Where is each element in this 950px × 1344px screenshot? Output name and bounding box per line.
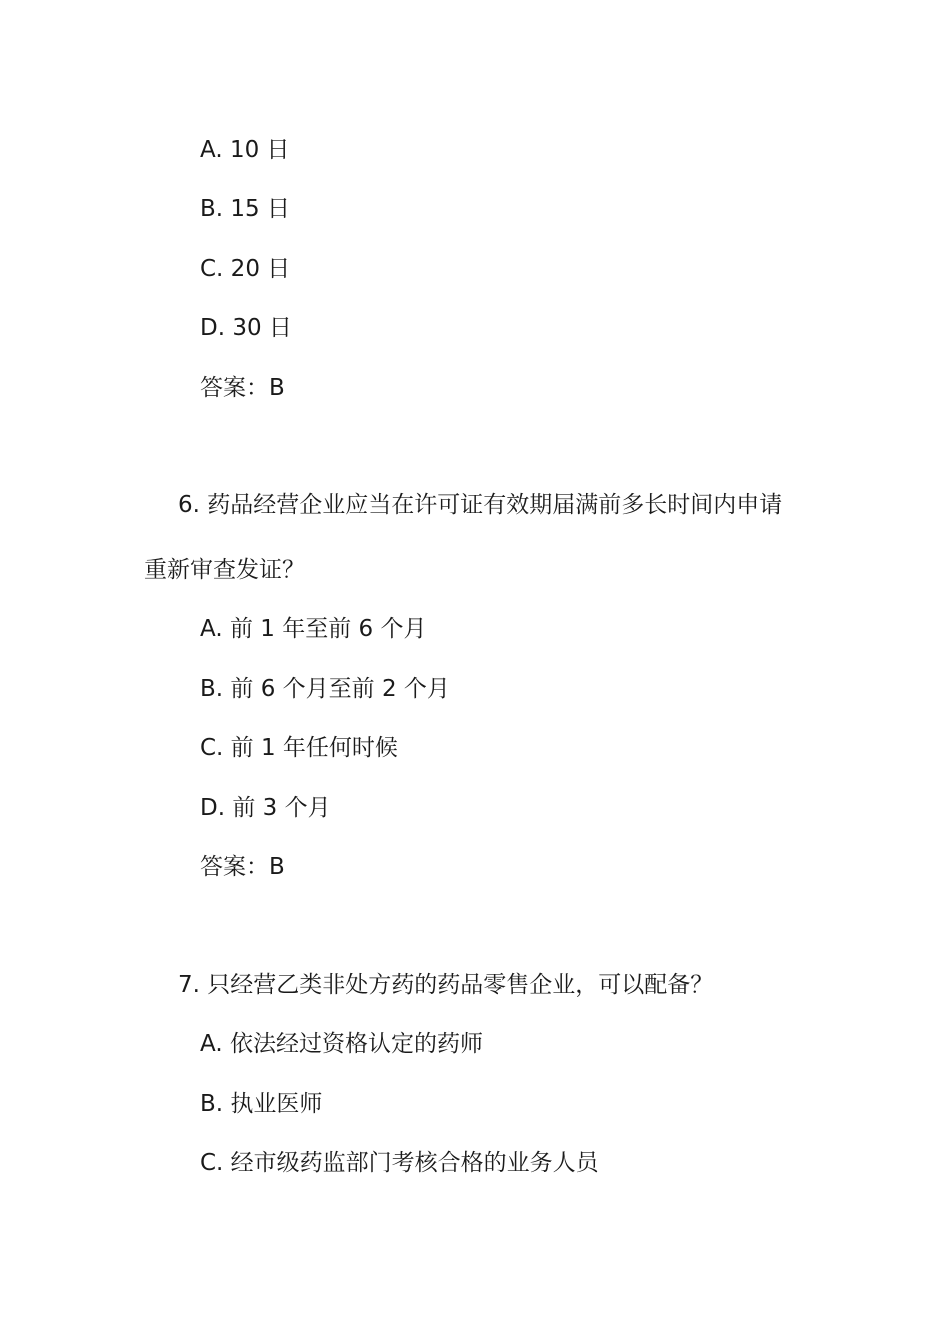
option-c: C. 20 日 <box>200 256 291 282</box>
answer: 答案：B <box>200 375 285 401</box>
question-stem: 7. 只经营乙类非处方药的药品零售企业，可以配备？ <box>178 972 714 998</box>
question-stem: 6. 药品经营企业应当在许可证有效期届满前多长时间内申请 <box>178 492 783 518</box>
option-b: B. 15 日 <box>200 196 290 222</box>
option-c: C. 前 1 年任何时候 <box>200 735 398 761</box>
option-a: A. 依法经过资格认定的药师 <box>200 1031 483 1057</box>
answer: 答案：B <box>200 854 285 880</box>
option-b: B. 执业医师 <box>200 1091 323 1117</box>
option-b: B. 前 6 个月至前 2 个月 <box>200 676 450 702</box>
question-stem-continued: 重新审查发证？ <box>144 557 305 583</box>
option-d: D. 30 日 <box>200 315 292 341</box>
option-c: C. 经市级药监部门考核合格的业务人员 <box>200 1150 599 1176</box>
option-d: D. 前 3 个月 <box>200 795 331 821</box>
option-a: A. 10 日 <box>200 137 290 163</box>
option-a: A. 前 1 年至前 6 个月 <box>200 616 427 642</box>
